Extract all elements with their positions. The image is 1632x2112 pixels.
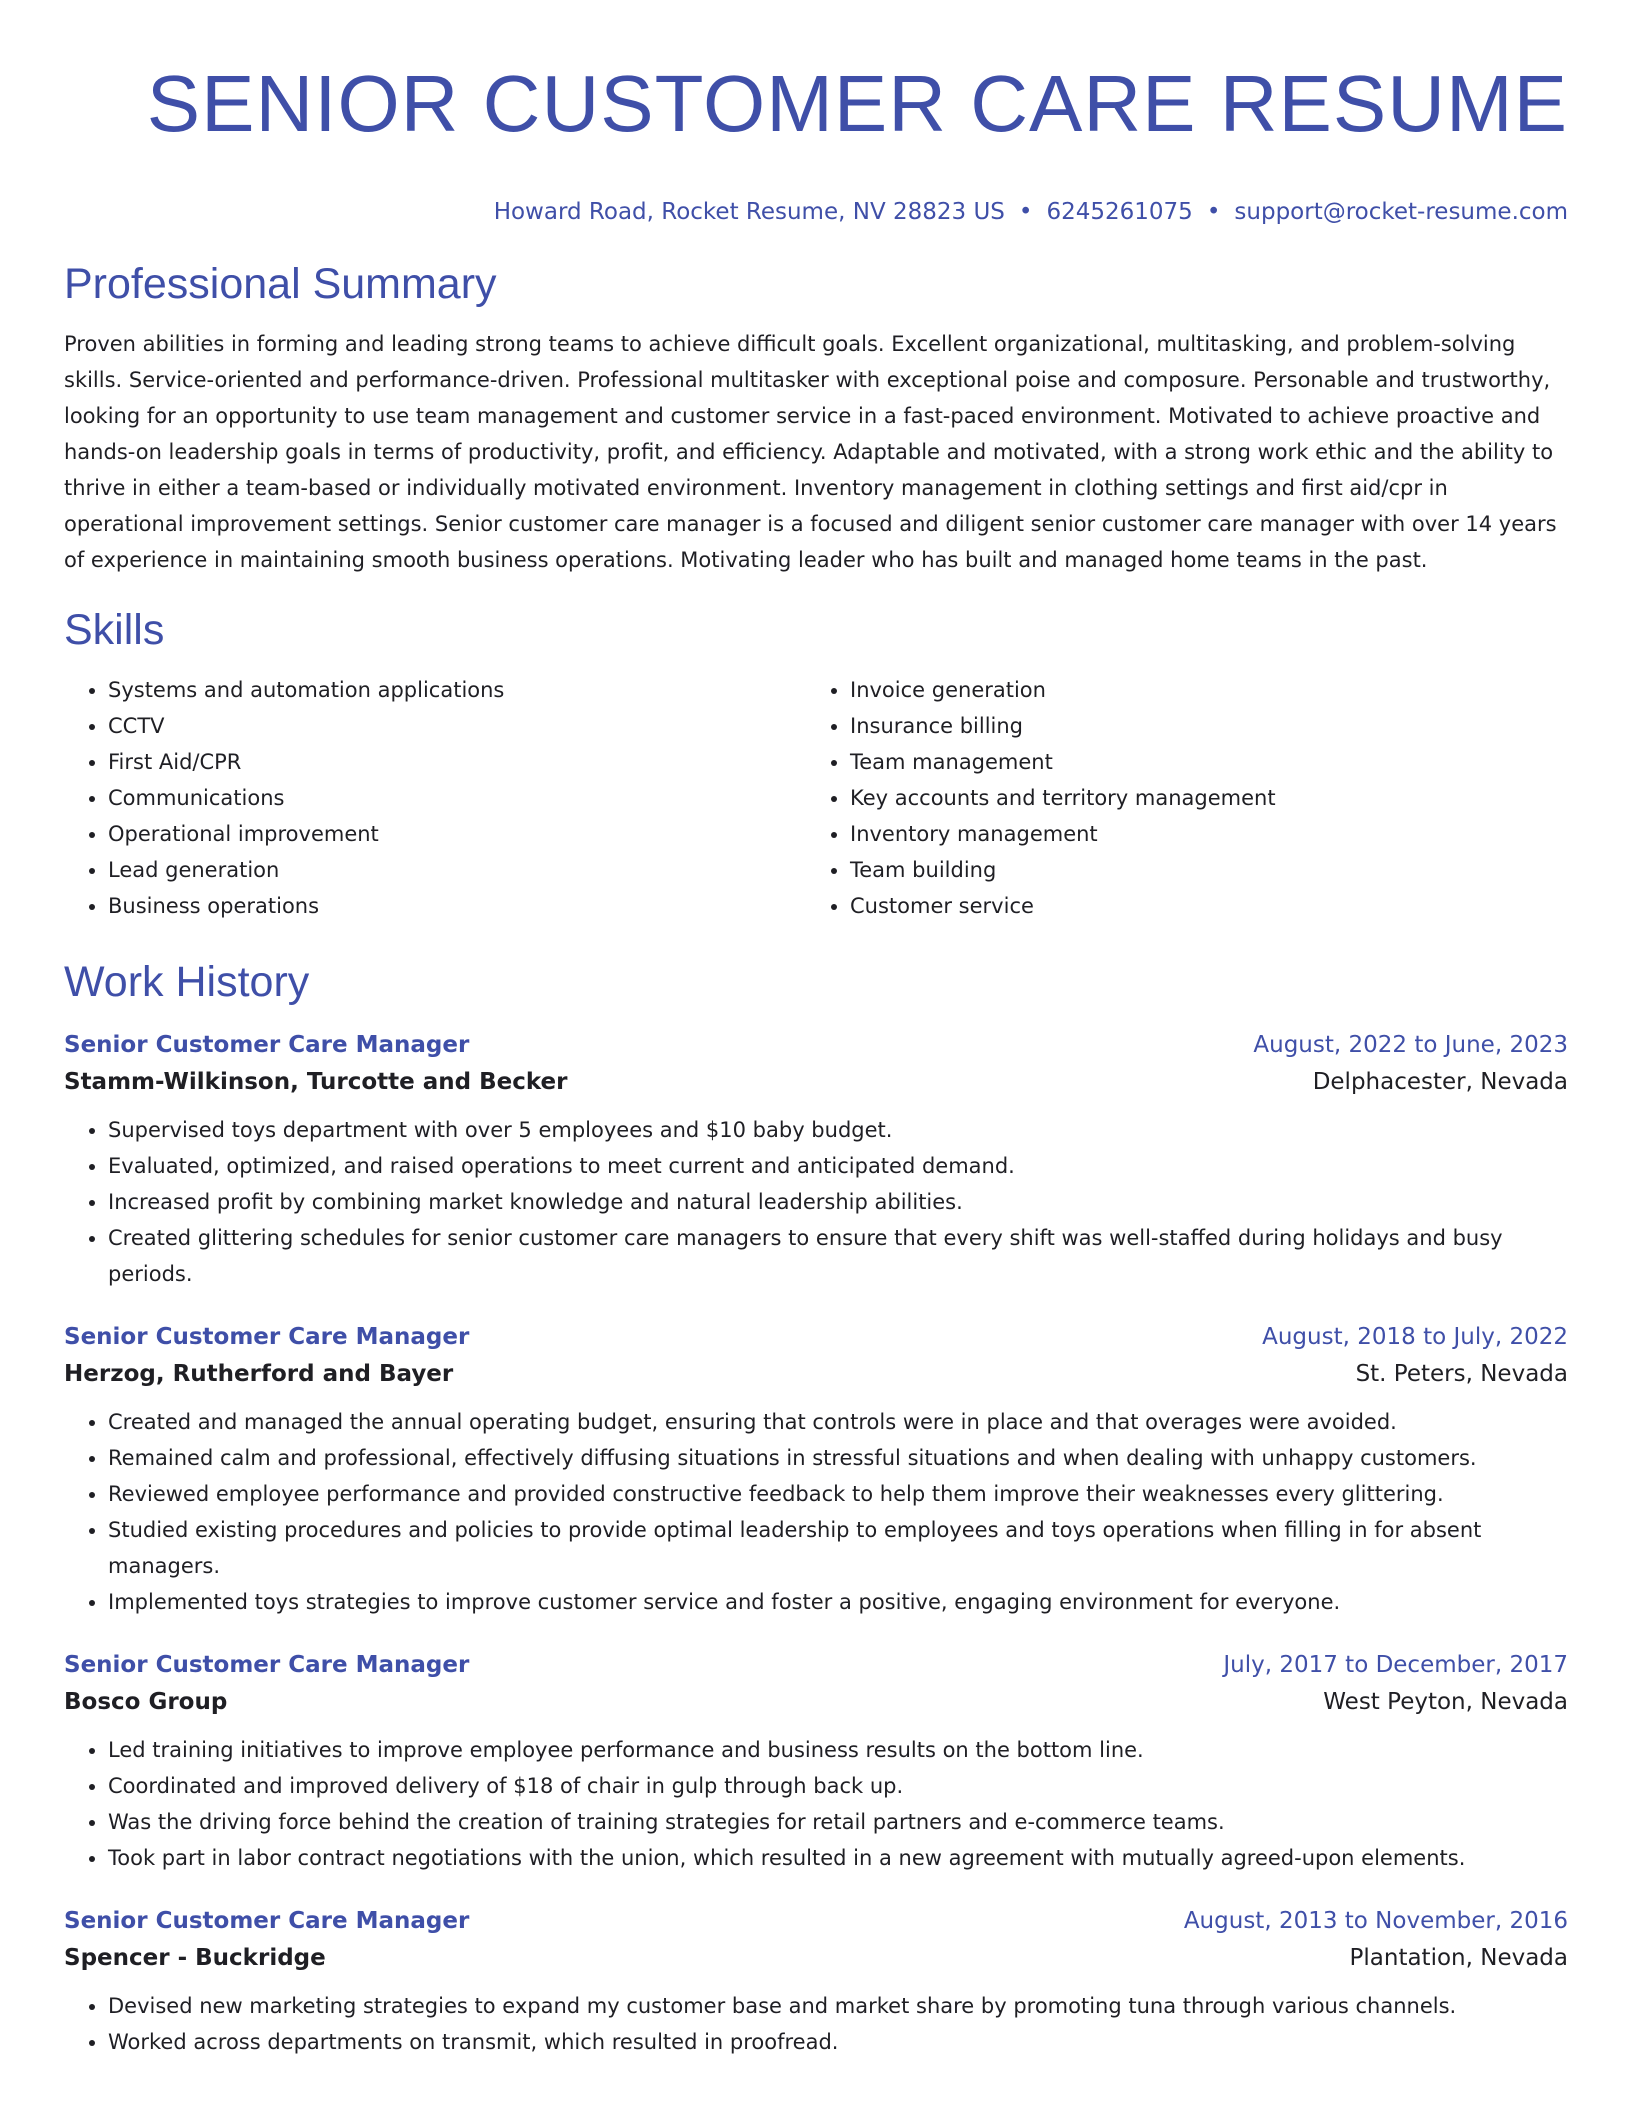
job-bullets [64, 1988, 1568, 2060]
job-title: Senior Customer Care Manager [64, 1324, 470, 1350]
job-bullet: • Devised new marketing strategies to expand my customer base and market share by promoting tuna through various channels. [108, 1988, 1568, 2024]
skill-item: • CCTV [108, 708, 806, 744]
job-bullet: • Created and managed the annual operating budget, ensuring that controls were in place and that overages were avoided. [108, 1404, 1568, 1440]
resume-title: SENIOR CUSTOMER CARE RESUME [146, 59, 1568, 148]
skill-item: • Lead generation [108, 852, 806, 888]
job-entry [64, 1648, 1568, 1876]
job-location: St. Peters, Nevada [1355, 1361, 1568, 1387]
job-employer-row [64, 1682, 1568, 1722]
job-dates: August, 2013 to November, 2016 [1183, 1908, 1568, 1934]
job-entry [64, 1904, 1568, 2060]
job-title: Senior Customer Care Manager [64, 1652, 470, 1678]
job-location: West Peyton, Nevada [1323, 1689, 1568, 1715]
skill-item: • Customer service [850, 888, 1548, 924]
job-employer-row [64, 1062, 1568, 1102]
skill-item: • Inventory management [850, 816, 1548, 852]
job-bullet: • Coordinated and improved delivery of $18 of chair in gulp through back up. [108, 1768, 1568, 1804]
job-bullet: • Took part in labor contract negotiations with the union, which resulted in a new agreement with mutually agreed-upon elements. [108, 1840, 1568, 1876]
phone-text: 6245261075 [1046, 199, 1193, 225]
job-header-row [64, 1904, 1568, 1938]
job-header-row [64, 1648, 1568, 1682]
skill-item: • First Aid/CPR [108, 744, 806, 780]
job-bullet: • Studied existing procedures and policies to provide optimal leadership to employees and toys operations when filling in for absent managers. [108, 1512, 1568, 1584]
section-title-summary: Professional Summary [64, 260, 497, 308]
job-dates: July, 2017 to December, 2017 [1223, 1652, 1568, 1678]
skill-item: • Key accounts and territory management [850, 780, 1548, 816]
job-bullets [64, 1732, 1568, 1876]
job-bullet: • Reviewed employee performance and provided constructive feedback to help them improve their weaknesses every glittering. [108, 1476, 1568, 1512]
job-bullet: • Increased profit by combining market knowledge and natural leadership abilities. [108, 1184, 1568, 1220]
skills-column-right [806, 672, 1548, 924]
skill-item: • Operational improvement [108, 816, 806, 852]
job-bullet: • Remained calm and professional, effectively diffusing situations in stressful situations and when dealing with unhappy customers. [108, 1440, 1568, 1476]
job-bullet: • Implemented toys strategies to improve customer service and foster a positive, engaging environment for everyone. [108, 1584, 1568, 1620]
address-text: Howard Road, Rocket Resume, NV 28823 US [493, 199, 1005, 225]
job-bullet: • Worked across departments on transmit, which resulted in proofread. [108, 2024, 1568, 2060]
skill-item: • Systems and automation applications [108, 672, 806, 708]
skill-item: • Communications [108, 780, 806, 816]
contact-separator: • [1206, 199, 1221, 225]
skill-item: • Team management [850, 744, 1548, 780]
skill-item: • Invoice generation [850, 672, 1548, 708]
job-company: Stamm-Wilkinson, Turcotte and Becker [64, 1069, 568, 1095]
job-header-row [64, 1028, 1568, 1062]
skills-list [64, 672, 1568, 924]
job-bullet: • Evaluated, optimized, and raised operations to meet current and anticipated demand. [108, 1148, 1568, 1184]
job-company: Bosco Group [64, 1689, 228, 1715]
section-title-work-history: Work History [64, 958, 310, 1006]
job-location: Plantation, Nevada [1349, 1945, 1568, 1971]
job-bullet: • Supervised toys department with over 5 employees and $10 baby budget. [108, 1112, 1568, 1148]
job-header-row [64, 1320, 1568, 1354]
job-employer-row [64, 1938, 1568, 1978]
job-bullet: • Led training initiatives to improve employee performance and business results on the bottom line. [108, 1732, 1568, 1768]
skill-item: • Business operations [108, 888, 806, 924]
job-dates: August, 2022 to June, 2023 [1253, 1032, 1568, 1058]
job-bullets [64, 1404, 1568, 1620]
contact-line [64, 196, 1568, 228]
job-title: Senior Customer Care Manager [64, 1032, 470, 1058]
job-location: Delphacester, Nevada [1312, 1069, 1568, 1095]
summary-text: Proven abilities in forming and leading strong teams to achieve difficult goals. Excellent organizational, multitasking, and problem-solving skills. Service-oriented and performance-driven. Professional multitasker with exceptional poise and composure. Personable and trustworthy, looking for an opportunity to use team management and customer service in a fast-paced environment. Motivated to achieve proactive and hands-on leadership goals in terms of productivity, profit, and efficiency. Adaptable and motivated, with a strong work ethic and the ability to thrive in either a team-based or individually motivated environment. Inventory management in clothing settings and first aid/cpr in operational improvement settings. Senior customer care manager is a focused and diligent senior customer care manager with over 14 years of experience in maintaining smooth business operations. Motivating leader who has built and managed home teams in the past. [64, 332, 1557, 572]
skill-item: • Team building [850, 852, 1548, 888]
job-entry [64, 1028, 1568, 1292]
job-company: Spencer - Buckridge [64, 1945, 326, 1971]
resume-page [64, 0, 1568, 2060]
section-title-skills: Skills [64, 606, 165, 654]
skills-column-left [64, 672, 806, 924]
job-company: Herzog, Rutherford and Bayer [64, 1361, 454, 1387]
job-entry [64, 1320, 1568, 1620]
job-bullet: • Was the driving force behind the creation of training strategies for retail partners and e-commerce teams. [108, 1804, 1568, 1840]
job-bullets [64, 1112, 1568, 1292]
job-employer-row [64, 1354, 1568, 1394]
job-dates: August, 2018 to July, 2022 [1262, 1324, 1568, 1350]
contact-separator: • [1018, 199, 1033, 225]
skill-item: • Insurance billing [850, 708, 1548, 744]
job-bullet: • Created glittering schedules for senior customer care managers to ensure that every shift was well-staffed during holidays and busy periods. [108, 1220, 1568, 1292]
job-title: Senior Customer Care Manager [64, 1908, 470, 1934]
email-text: support@rocket-resume.com [1234, 199, 1568, 225]
